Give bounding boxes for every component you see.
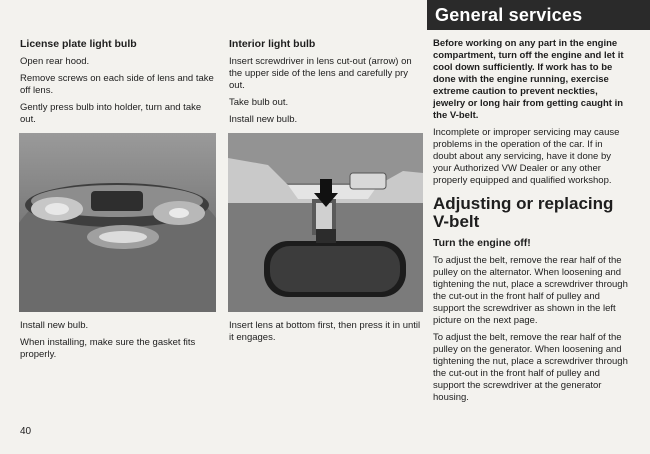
column-general-services — [433, 38, 628, 409]
license-plate-light-photo — [19, 133, 216, 312]
column-interior-light — [229, 38, 423, 131]
license-plate-light-illustration — [19, 133, 216, 312]
interior-light-step-2: Take bulb out. — [229, 97, 289, 108]
interior-light-step-1: Insert screwdriver in lens cut-out (arrow) on the upper side of the lens and carefully pry out. — [229, 56, 412, 91]
interior-light-illustration — [228, 133, 423, 312]
interior-light-step-3: Install new bulb. — [229, 114, 298, 125]
column-license-plate — [20, 38, 216, 131]
page-number: 40 — [20, 426, 32, 437]
interior-light-captions — [229, 320, 423, 349]
license-plate-captions — [20, 320, 216, 366]
license-plate-step-1: Open rear hood. — [20, 56, 90, 67]
vbelt-section-title: Adjusting or replacing V-belt — [433, 194, 614, 231]
vbelt-alternator-instructions: To adjust the belt, remove the rear half of the pulley on the alternator. When loosening and tightening the nut, place a screwdriver through the cut-out in the front half of pulley and support the screwdriver as shown in the left picture on the next page. — [433, 255, 628, 326]
engine-warning: Before working on any part in the engine compartment, turn off the engine and let it cool down sufficiently. If work has to be done with the engine running, exercise extreme caution to prevent neckties, jewelry or long hair from getting caught in the V-belt. — [433, 38, 624, 121]
interior-light-photo — [228, 133, 423, 312]
vbelt-generator-instructions: To adjust the belt, remove the rear half of the pulley on the generator. When loosening and tightening the nut, place a screwdriver through the cut-out in the front half of pulley and support the screwdriver at the generator housing. — [433, 332, 628, 403]
license-plate-heading: License plate light bulb — [20, 38, 137, 50]
license-plate-caption-2: When installing, make sure the gasket fits properly. — [20, 337, 196, 360]
vbelt-subheading: Turn the engine off! — [433, 237, 531, 249]
interior-light-heading: Interior light bulb — [229, 38, 316, 50]
license-plate-step-3: Gently press bulb into holder, turn and take out. — [20, 102, 202, 125]
page-title: General services — [435, 5, 583, 25]
license-plate-step-2: Remove screws on each side of lens and take off lens. — [20, 73, 214, 96]
interior-light-caption-1: Insert lens at bottom first, then press it in until it engages. — [229, 320, 421, 343]
servicing-note: Incomplete or improper servicing may cause problems in the operation of the car. If in doubt about any servicing, have it done by your Authorized VW Dealer or any other properly equipped and qualified workshop. — [433, 127, 620, 186]
license-plate-caption-1: Install new bulb. — [20, 320, 89, 331]
